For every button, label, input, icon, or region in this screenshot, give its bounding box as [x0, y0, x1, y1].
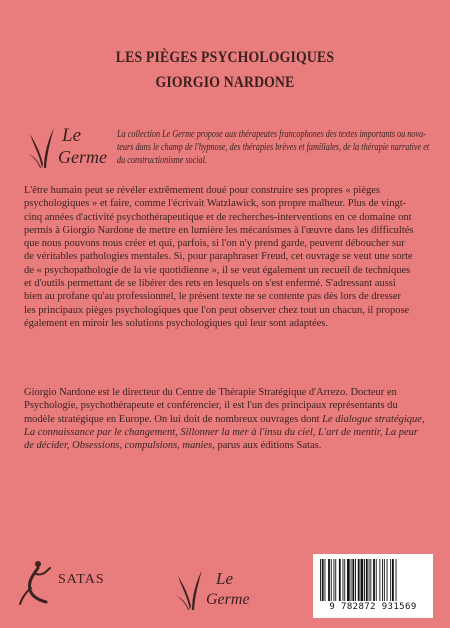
- barcode-bars: [320, 559, 426, 601]
- isbn-barcode: [313, 554, 433, 618]
- text-span: modèle stratégique en Europe. On lui doit de nombreux ouvrages dont: [24, 412, 320, 425]
- book-title-span: Le dialogue stratégique,: [322, 412, 425, 425]
- grass-sprout-icon: [28, 126, 58, 170]
- text-line: et d'outils permettant de se libérer des rets en lesquels on s'est enfermé. S'adressant aussi: [24, 277, 396, 290]
- text-line: L'être humain peut se révéler extrêmement doué pour construire ses propres « pièges: [24, 184, 381, 196]
- barcode-bar: [396, 559, 397, 601]
- collection-description: [117, 128, 435, 167]
- grass-sprout-icon: [176, 568, 206, 612]
- barcode-bar: [328, 559, 330, 601]
- logo-word-le: Le: [216, 569, 233, 588]
- barcode-bar: [364, 559, 365, 601]
- text-line: les principaux pièges psychologiques que l'on peut observer chez tout un chacun, il propose: [24, 303, 410, 316]
- text-line: que nous pouvons nous créer et qui, parfois, si l'on n'y prend garde, peuvent déboucher sur: [24, 237, 405, 250]
- le-germe-logo: [28, 122, 118, 172]
- book-title: LES PIÈGES PSYCHOLOGIQUES: [115, 49, 335, 66]
- barcode-bar: [347, 559, 350, 601]
- text-span: , parus aux éditions Satas.: [212, 439, 322, 452]
- le-germe-logo-bottom: [176, 566, 266, 616]
- text-line: bien au profane qu'au professionnel, le présent texte ne se contente pas dès lors de dresser: [24, 290, 402, 303]
- blurb-line: La collection Le Germe propose aux thérapeutes francophones des textes importants ou nova-: [117, 129, 426, 140]
- book-author: GIORGIO NARDONE: [155, 74, 295, 91]
- barcode-bar: [366, 559, 368, 601]
- text-line: cinq années d'activité psychothérapeutique et de recherches-interventions en ce domaine ont: [24, 210, 412, 223]
- logo-word-le: Le: [62, 125, 81, 146]
- barcode-bar: [373, 559, 375, 601]
- text-line: [24, 439, 425, 452]
- book-title-span: La connaissance par le changement, Sillonner la mer à l'insu du ciel, L'art de mentir, La peur: [24, 425, 419, 438]
- barcode-bar: [320, 559, 321, 601]
- text-line: [24, 426, 425, 439]
- barcode-bar: [352, 559, 354, 601]
- blurb-line: du constructionisme social.: [117, 155, 207, 166]
- author-bio-paragraph: [24, 386, 425, 452]
- barcode-bar: [334, 559, 335, 601]
- isbn-digits: 9 782872 931569: [329, 602, 417, 612]
- barcode-bar: [343, 559, 344, 601]
- book-title-span: de décider, Obsessions, compulsions, manies: [24, 439, 213, 452]
- barcode-bar: [392, 559, 394, 601]
- text-line: de « psychopathologie de la vie quotidienne », il se veut également un recueil de techniques: [24, 263, 411, 276]
- barcode-bar: [387, 559, 388, 601]
- barcode-bar: [325, 559, 326, 601]
- blurb-line: teurs dans le champ de l'hypnose, des thérapies brèves et familiales, de la thérapie narrative et: [117, 142, 430, 153]
- barcode-bar: [355, 559, 356, 601]
- barcode-bar: [322, 559, 324, 601]
- barcode-bar: [331, 559, 332, 601]
- logo-word-germe: Germe: [58, 147, 107, 167]
- text-line: psychologiques » et faire, comme l'écrivait Watzlawick, son propre malheur. Plus de vingt-: [24, 197, 407, 210]
- barcode-bar: [369, 559, 370, 601]
- text-line: de véritables pathologies mentales. Si, pour paraphraser Freud, cet ouvrage se veut une sorte: [24, 250, 413, 263]
- barcode-bar: [370, 559, 371, 601]
- barcode-bar: [376, 559, 377, 601]
- barcode-bar: [379, 559, 380, 601]
- text-line: Giorgio Nardone est le directeur du Centre de Thérapie Stratégique d'Arrezo. Docteur en: [24, 386, 397, 398]
- text-line: permis à Giorgio Nardone de mettre en lumière les mécanismes à l'œuvre dans les difficultés: [24, 223, 414, 236]
- barcode-bar: [361, 559, 364, 601]
- barcode-bar: [339, 559, 341, 601]
- barcode-bar: [358, 559, 360, 601]
- text-line: également en miroir les solutions psychologiques qui leur sont adaptées.: [24, 316, 329, 329]
- summary-paragraph: [24, 184, 425, 330]
- publisher-name: SATAS: [58, 572, 105, 587]
- barcode-bar: [382, 559, 383, 601]
- text-line: [24, 413, 425, 426]
- text-line: Psychologie, psychothérapeute et conférencier, il est l'un des principaux représentants du: [24, 399, 398, 412]
- dancer-figure-icon: [18, 558, 54, 606]
- barcode-bar: [351, 559, 352, 601]
- barcode-bar: [335, 559, 336, 601]
- barcode-bar: [344, 559, 345, 601]
- logo-word-germe: Germe: [206, 591, 250, 608]
- barcode-bar: [390, 559, 391, 601]
- barcode-bar: [384, 559, 385, 601]
